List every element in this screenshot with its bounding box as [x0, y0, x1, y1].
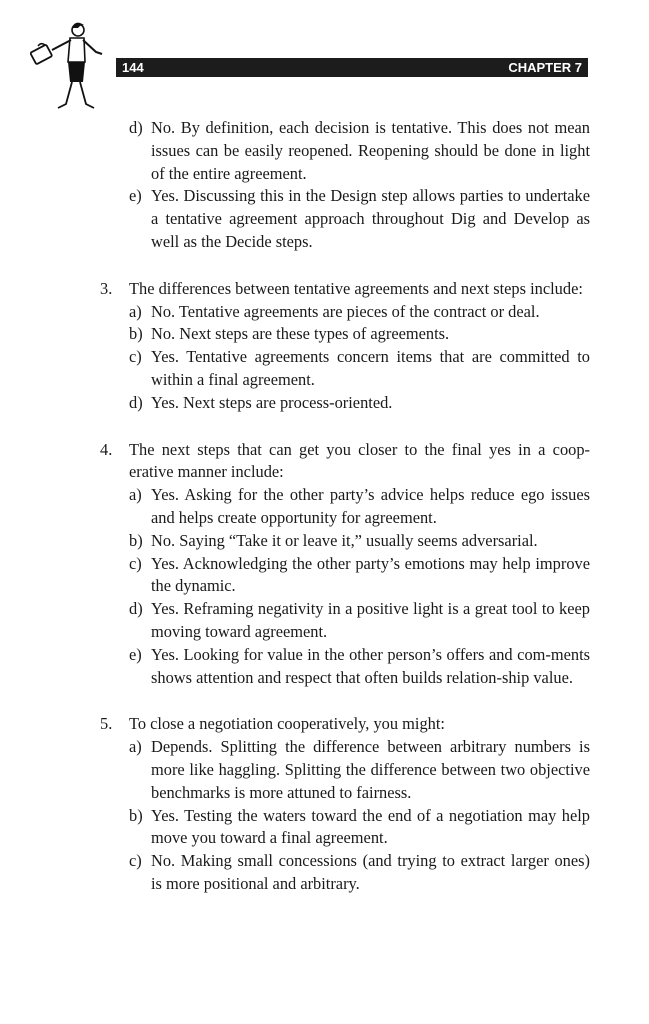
option-item — [129, 736, 590, 804]
option-item — [129, 323, 590, 346]
option-item — [129, 185, 590, 253]
option-text: No. Saying “Take it or leave it,” usually seems adversarial. — [151, 530, 538, 550]
option-letter: b) — [129, 805, 143, 825]
option-letter: c) — [129, 553, 142, 573]
option-letter: b) — [129, 530, 143, 550]
businesswoman-illustration — [30, 18, 110, 110]
question-number: 3. — [100, 278, 113, 298]
question-text: To close a negotiation cooperatively, you might: — [129, 714, 445, 734]
question-number: 5. — [100, 714, 113, 734]
option-letter: d) — [129, 392, 143, 412]
page-body — [100, 117, 590, 896]
question-4 — [100, 439, 590, 690]
option-text: No. By definition, each decision is tentative. This does not mean issues can be easily reopened. Reopening should be done in light of the entire agreement. — [151, 118, 590, 183]
option-text: Yes. Tentative agreements concern items that are committed to within a final agreement. — [151, 347, 590, 389]
question-text: The next steps that can get you closer to the final yes in a coop-erative manner include: — [129, 439, 590, 482]
option-text: No. Next steps are these types of agreements. — [151, 324, 450, 344]
question-number: 4. — [100, 439, 113, 459]
running-header — [116, 58, 588, 77]
question-5 — [100, 713, 590, 895]
option-letter: a) — [129, 301, 142, 321]
option-text: Yes. Next steps are process-oriented. — [151, 392, 393, 412]
option-text: Yes. Discussing this in the Design step allows parties to undertake a tentative agreement approach throughout Dig and Develop as well as the Decide steps. — [151, 186, 590, 251]
option-item — [129, 392, 590, 415]
option-text: Yes. Testing the waters toward the end of a negotiation may help move you toward a final agreement. — [151, 805, 590, 848]
option-text: Yes. Asking for the other party’s advice helps reduce ego issues and helps create opportunity for agreement. — [151, 485, 590, 527]
option-letter: d) — [129, 118, 143, 137]
option-letter: e) — [129, 644, 142, 664]
option-item — [129, 117, 590, 185]
option-item — [129, 553, 590, 599]
option-item — [129, 346, 590, 392]
option-letter: a) — [129, 737, 142, 757]
option-text: Yes. Acknowledging the other party’s emotions may help improve the dynamic. — [151, 553, 590, 596]
option-letter: a) — [129, 485, 142, 505]
question-3 — [100, 278, 590, 415]
option-text: Yes. Looking for value in the other person’s offers and com-ments shows attention and respect that often builds relation-ship value. — [151, 644, 590, 687]
question-text: The differences between tentative agreements and next steps include: — [129, 278, 583, 298]
option-letter: d) — [129, 599, 143, 619]
page-number: 144 — [122, 60, 144, 75]
option-letter: e) — [129, 186, 142, 206]
option-item — [129, 644, 590, 690]
option-letter: c) — [129, 851, 142, 871]
option-item — [129, 598, 590, 644]
continued-options — [100, 117, 590, 254]
chapter-label: CHAPTER 7 — [508, 60, 582, 75]
option-item — [129, 805, 590, 851]
option-letter: b) — [129, 324, 143, 344]
option-text: No. Making small concessions (and trying to extract larger ones) is more positional and arbitrary. — [151, 851, 590, 893]
option-item — [129, 301, 590, 324]
option-text: Depends. Splitting the difference between arbitrary numbers is more like haggling. Splitting the difference between two objective benchmarks is more attuned to fairness. — [151, 737, 590, 802]
option-item — [129, 850, 590, 896]
option-item — [129, 484, 590, 530]
option-item — [129, 530, 590, 553]
option-text: Yes. Reframing negativity in a positive light is a great tool to keep moving toward agreement. — [151, 599, 590, 641]
option-letter: c) — [129, 347, 142, 367]
option-text: No. Tentative agreements are pieces of the contract or deal. — [151, 301, 540, 321]
